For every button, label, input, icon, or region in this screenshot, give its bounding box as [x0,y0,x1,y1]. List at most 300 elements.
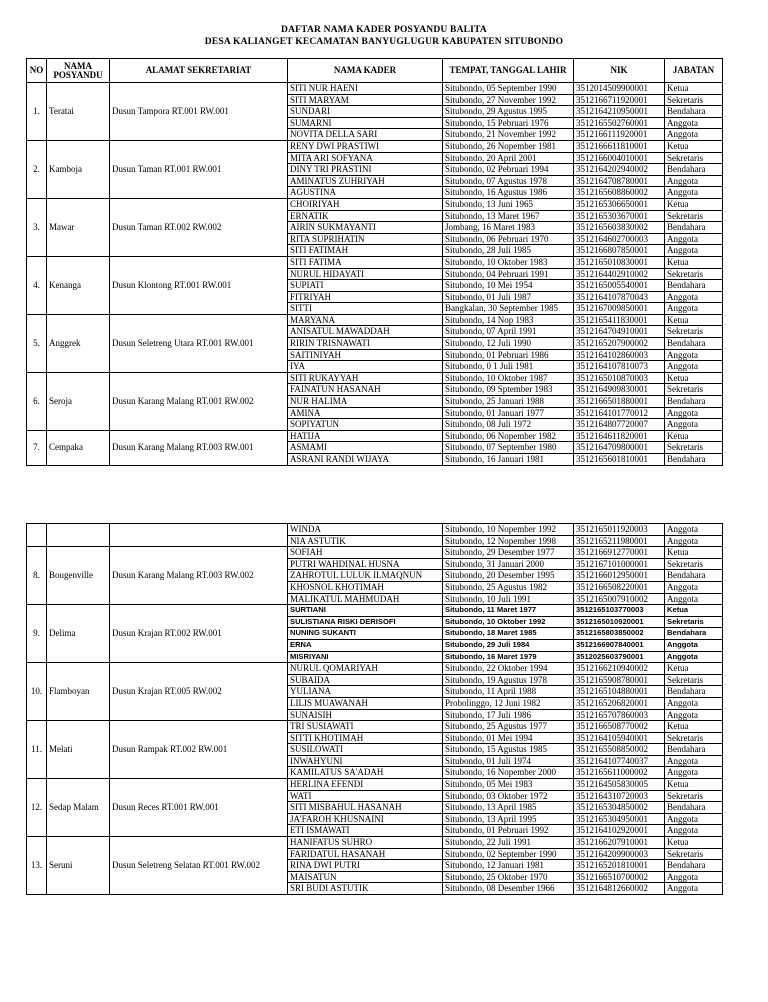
nik: 3512165010830001 [574,256,665,268]
kader-name: ERNATIK [288,210,443,222]
kader-name: YULIANA [288,686,443,698]
nik: 3512165304850002 [574,802,665,814]
kader-name: HATIJA [288,430,443,442]
jabatan: Anggota [665,349,723,361]
kader-name: WINDA [288,524,443,536]
table-body-page-2 [27,524,723,895]
kader-name: AIRIN SUKMAYANTI [288,222,443,234]
table-row [27,372,723,384]
jabatan: Ketua [665,605,723,617]
nik: 3512165104880001 [574,686,665,698]
tempat-tanggal-lahir: Bangkalan, 30 September 1985 [443,303,574,315]
table-row [27,837,723,849]
row-number [27,524,47,547]
table-row [27,663,723,675]
jabatan: Anggota [665,291,723,303]
posyandu-name: Kamboja [47,140,110,198]
jabatan: Ketua [665,721,723,733]
jabatan: Sekretaris [665,558,723,570]
tempat-tanggal-lahir: Situbondo, 02 September 1990 [443,848,574,860]
nik: 3512166907840001 [574,639,665,651]
tempat-tanggal-lahir: Situbondo, 15 Agustus 1985 [443,744,574,756]
alamat-sekretariat: Dusun Seletreng Utara RT.001 RW.001 [110,314,288,372]
tempat-tanggal-lahir: Situbondo, 01 Juli 1974 [443,755,574,767]
nik: 3512164602700003 [574,233,665,245]
row-number: 10. [27,663,47,721]
nik: 3512165611000002 [574,767,665,779]
kader-name: FITRIYAH [288,291,443,303]
jabatan: Sekretaris [665,384,723,396]
nik: 3512165304950001 [574,813,665,825]
tempat-tanggal-lahir: Situbondo, 01 Juli 1987 [443,291,574,303]
tempat-tanggal-lahir: Situbondo, 11 Maret 1977 [443,605,574,617]
kader-name: ETI ISMAWATI [288,825,443,837]
tempat-tanggal-lahir: Situbondo, 13 April 1985 [443,802,574,814]
posyandu-name: Mawar [47,198,110,256]
nik: 3512165011920003 [574,524,665,536]
kader-name: SUPIATI [288,280,443,292]
jabatan: Anggota [665,303,723,315]
kader-name: MAISATUN [288,871,443,883]
jabatan: Ketua [665,547,723,559]
jabatan: Ketua [665,663,723,675]
tempat-tanggal-lahir: Situbondo, 0 1 Juli 1981 [443,361,574,373]
nik: 3512166711920001 [574,94,665,106]
row-number: 4. [27,256,47,314]
nik: 3512167009850001 [574,303,665,315]
kader-name: ERNA [288,639,443,651]
jabatan: Anggota [665,187,723,199]
posyandu-name: Bougenville [47,547,110,605]
kader-name: RIRIN TRISNAWATI [288,338,443,350]
jabatan: Anggota [665,407,723,419]
nik: 3512165502760001 [574,117,665,129]
kader-name: SOPIYATUN [288,419,443,431]
alamat-sekretariat: Dusun Reces RT.001 RW.001 [110,779,288,837]
row-number: 2. [27,140,47,198]
kader-name: RINA DWI PUTRI [288,860,443,872]
jabatan: Anggota [665,825,723,837]
nik: 3512164202940002 [574,164,665,176]
kader-name: NOVITA DELLA SARI [288,129,443,141]
row-number: 1. [27,83,47,141]
jabatan: Anggota [665,175,723,187]
tempat-tanggal-lahir: Situbondo, 05 Mei 1983 [443,779,574,791]
posyandu-name: Seruni [47,837,110,895]
jabatan: Anggota [665,767,723,779]
tempat-tanggal-lahir: Situbondo, 10 Nopember 1992 [443,524,574,536]
kader-name: FARIDATUL HASANAH [288,848,443,860]
nik: 3512164310720003 [574,790,665,802]
nik: 3512164107810073 [574,361,665,373]
kader-name: CHOIRIYAH [288,198,443,210]
posyandu-name: Kenanga [47,256,110,314]
tempat-tanggal-lahir: Situbondo, 08 Desember 1966 [443,883,574,895]
alamat-sekretariat [110,524,288,547]
tempat-tanggal-lahir: Situbondo, 04 Pebruari 1991 [443,268,574,280]
nik: 3512165303670001 [574,210,665,222]
alamat-sekretariat: Dusun Krajan RT.005 RW.002 [110,663,288,721]
jabatan: Bendahara [665,164,723,176]
posyandu-name [47,524,110,547]
kader-name: TRI SUSIAWATI [288,721,443,733]
tempat-tanggal-lahir: Situbondo, 02 Pebruari 1994 [443,164,574,176]
jabatan: Bendahara [665,454,723,466]
jabatan: Anggota [665,361,723,373]
nik: 3512166207910001 [574,837,665,849]
posyandu-name: Anggrek [47,314,110,372]
tempat-tanggal-lahir: Situbondo, 12 Januari 1981 [443,860,574,872]
nik: 3512164708780001 [574,175,665,187]
kader-name: INWAHYUNI [288,755,443,767]
tempat-tanggal-lahir: Situbondo, 28 Juli 1985 [443,245,574,257]
kader-name: NURUL HIDAYATI [288,268,443,280]
posyandu-name: Delima [47,605,110,663]
table-row [27,430,723,442]
kader-name: SUBAIDA [288,674,443,686]
jabatan: Sekretaris [665,326,723,338]
table-row [27,198,723,210]
tempat-tanggal-lahir: Situbondo, 13 Juni 1965 [443,198,574,210]
tempat-tanggal-lahir: Situbondo, 21 November 1992 [443,129,574,141]
nik: 3512166510700002 [574,871,665,883]
jabatan: Anggota [665,581,723,593]
tempat-tanggal-lahir: Situbondo, 17 Juli 1986 [443,709,574,721]
kader-name: SITI FATIMA [288,256,443,268]
jabatan: Ketua [665,140,723,152]
table-row [27,314,723,326]
jabatan: Ketua [665,198,723,210]
row-number: 8. [27,547,47,605]
nik: 3512166111920001 [574,129,665,141]
nik: 3512166501880001 [574,396,665,408]
row-number: 12. [27,779,47,837]
jabatan: Ketua [665,256,723,268]
jabatan: Sekretaris [665,790,723,802]
nik: 3512165803850002 [574,628,665,640]
nik: 3512165211980001 [574,535,665,547]
tempat-tanggal-lahir: Situbondo, 05 September 1990 [443,83,574,95]
kader-table-page-1 [26,58,723,466]
tempat-tanggal-lahir: Situbondo, 18 Maret 1985 [443,628,574,640]
kader-name: ASMAMI [288,442,443,454]
nik: 3512165207900002 [574,338,665,350]
kader-name: JA'FAROH KHUSNAINI [288,813,443,825]
jabatan: Anggota [665,755,723,767]
kader-name: LILIS MUAWANAH [288,697,443,709]
kader-name: RENY DWI PRASTIWI [288,140,443,152]
nik: 3512164105940001 [574,732,665,744]
nik: 3512165007910002 [574,593,665,605]
jabatan: Anggota [665,535,723,547]
nik: 3512166807850001 [574,245,665,257]
nik: 3512164709800001 [574,442,665,454]
table-row [27,605,723,617]
tempat-tanggal-lahir: Situbondo, 12 Juli 1990 [443,338,574,350]
jabatan: Anggota [665,233,723,245]
tempat-tanggal-lahir: Situbondo, 20 April 2001 [443,152,574,164]
tempat-tanggal-lahir: Situbondo, 19 Agustus 1978 [443,674,574,686]
jabatan: Anggota [665,129,723,141]
kader-table-page-2 [26,523,723,895]
tempat-tanggal-lahir: Situbondo, 10 Oktober 1992 [443,616,574,628]
nik: 3512167101000001 [574,558,665,570]
tempat-tanggal-lahir: Situbondo, 06 Nopember 1982 [443,430,574,442]
tempat-tanggal-lahir: Situbondo, 25 Agustus 1977 [443,721,574,733]
alamat-sekretariat: Dusun Krajan RT.002 RW.001 [110,605,288,663]
tempat-tanggal-lahir: Situbondo, 16 Maret 1979 [443,651,574,663]
jabatan: Anggota [665,419,723,431]
nik: 3512164909830001 [574,384,665,396]
nik: 3512165206820001 [574,697,665,709]
nik: 3512166004010001 [574,152,665,164]
table-row [27,524,723,536]
jabatan: Sekretaris [665,616,723,628]
jabatan: Anggota [665,697,723,709]
kader-name: SURTIANI [288,605,443,617]
header-nama-kader: NAMA KADER [288,59,443,83]
nik: 3512165201810001 [574,860,665,872]
kader-name: SITI FATIMAH [288,245,443,257]
jabatan: Sekretaris [665,94,723,106]
table-body-page-1 [27,83,723,466]
jabatan: Anggota [665,245,723,257]
document-title: DAFTAR NAMA KADER POSYANDU BALITA [281,25,487,35]
jabatan: Bendahara [665,338,723,350]
nik: 3512164611820001 [574,430,665,442]
kader-name: KAMILATUS SA'ADAH [288,767,443,779]
kader-name: ANISATUL MAWADDAH [288,326,443,338]
tempat-tanggal-lahir: Probolinggo, 12 Juni 1982 [443,697,574,709]
posyandu-name: Melati [47,721,110,779]
alamat-sekretariat: Dusun Klontong RT.001 RW.001 [110,256,288,314]
alamat-sekretariat: Dusun Tampora RT.001 RW.001 [110,83,288,141]
jabatan: Anggota [665,639,723,651]
row-number: 9. [27,605,47,663]
nik: 3512166210940002 [574,663,665,675]
tempat-tanggal-lahir: Situbondo, 03 Oktober 1972 [443,790,574,802]
tempat-tanggal-lahir: Situbondo, 01 Mei 1994 [443,732,574,744]
tempat-tanggal-lahir: Situbondo, 10 Oktober 1987 [443,372,574,384]
kader-name: AMINA [288,407,443,419]
nik: 3512014509900001 [574,83,665,95]
row-number: 7. [27,430,47,465]
row-number: 3. [27,198,47,256]
header-nik: NIK [574,59,665,83]
tempat-tanggal-lahir: Situbondo, 07 September 1980 [443,442,574,454]
nik: 3512165010920001 [574,616,665,628]
posyandu-name: Flamboyan [47,663,110,721]
jabatan: Anggota [665,871,723,883]
alamat-sekretariat: Dusun Karang Malang RT.003 RW.001 [110,430,288,465]
jabatan: Sekretaris [665,732,723,744]
kader-name: ZAHROTUL LULUK ILMAQNUN [288,570,443,582]
tempat-tanggal-lahir: Situbondo, 16 Nopember 2000 [443,767,574,779]
tempat-tanggal-lahir: Situbondo, 29 Desember 1977 [443,547,574,559]
jabatan: Ketua [665,430,723,442]
tempat-tanggal-lahir: Situbondo, 10 Juli 1991 [443,593,574,605]
table-row [27,83,723,95]
nik: 3512164107740037 [574,755,665,767]
jabatan: Anggota [665,883,723,895]
kader-name: SITTI KHOTIMAH [288,732,443,744]
row-number: 13. [27,837,47,895]
nik: 3512164209900003 [574,848,665,860]
kader-name: SUNAISIH [288,709,443,721]
tempat-tanggal-lahir: Situbondo, 07 April 1991 [443,326,574,338]
nik: 3512165010870003 [574,372,665,384]
jabatan: Ketua [665,314,723,326]
nik: 3512164704910001 [574,326,665,338]
nik: 3512164402910002 [574,268,665,280]
kader-name: SRI BUDI ASTUTIK [288,883,443,895]
jabatan: Bendahara [665,744,723,756]
kader-name: SULISTIANA RISKI DERISOFI [288,616,443,628]
jabatan: Ketua [665,372,723,384]
posyandu-name: Sedap Malam [47,779,110,837]
alamat-sekretariat: Dusun Taman RT.002 RW.002 [110,198,288,256]
nik: 3512166508220001 [574,581,665,593]
jabatan: Anggota [665,117,723,129]
tempat-tanggal-lahir: Situbondo, 13 Maret 1967 [443,210,574,222]
tempat-tanggal-lahir: Situbondo, 29 Juli 1984 [443,639,574,651]
header-posyandu: NAMA POSYANDU [47,59,110,83]
tempat-tanggal-lahir: Situbondo, 27 November 1992 [443,94,574,106]
posyandu-name: Teratai [47,83,110,141]
alamat-sekretariat: Dusun Seletreng Selatan RT.001 RW.002 [110,837,288,895]
kader-name: AGUSTINA [288,187,443,199]
jabatan: Bendahara [665,396,723,408]
kader-name: SITI MARYAM [288,94,443,106]
tempat-tanggal-lahir: Situbondo, 13 April 1995 [443,813,574,825]
header-ttl: TEMPAT, TANGGAL LAHIR [443,59,574,83]
kader-name: ASRANI RANDI WIJAYA [288,454,443,466]
jabatan: Sekretaris [665,848,723,860]
jabatan: Anggota [665,651,723,663]
row-number: 5. [27,314,47,372]
tempat-tanggal-lahir: Situbondo, 15 Pebruari 1976 [443,117,574,129]
nik: 3512164101770012 [574,407,665,419]
tempat-tanggal-lahir: Situbondo, 25 Januari 1988 [443,396,574,408]
tempat-tanggal-lahir: Situbondo, 22 Oktober 1994 [443,663,574,675]
tempat-tanggal-lahir: Situbondo, 06 Pebruari 1970 [443,233,574,245]
kader-name: SAITINIYAH [288,349,443,361]
tempat-tanggal-lahir: Situbondo, 31 Januari 2000 [443,558,574,570]
table-row [27,256,723,268]
tempat-tanggal-lahir: Situbondo, 16 Januari 1981 [443,454,574,466]
jabatan: Sekretaris [665,152,723,164]
kader-name: SITI RUKAYYAH [288,372,443,384]
nik: 3512165103770003 [574,605,665,617]
kader-name: SITI MISBAHUL HASANAH [288,802,443,814]
nik: 3512164812660002 [574,883,665,895]
table-row [27,547,723,559]
tempat-tanggal-lahir: Situbondo, 16 Agustus 1986 [443,187,574,199]
kader-name: NUR HALIMA [288,396,443,408]
nik: 3512166912770001 [574,547,665,559]
kader-name: MARYANA [288,314,443,326]
posyandu-name: Cempaka [47,430,110,465]
kader-name: NIA ASTUTIK [288,535,443,547]
tempat-tanggal-lahir: Situbondo, 10 Mei 1954 [443,280,574,292]
nik: 3512165306650001 [574,198,665,210]
tempat-tanggal-lahir: Situbondo, 01 Pebruari 1992 [443,825,574,837]
jabatan: Bendahara [665,802,723,814]
tempat-tanggal-lahir: Situbondo, 25 Oktober 1970 [443,871,574,883]
nik: 3512166508770002 [574,721,665,733]
nik: 3512164102860003 [574,349,665,361]
jabatan: Bendahara [665,628,723,640]
jabatan: Sekretaris [665,442,723,454]
jabatan: Bendahara [665,570,723,582]
row-number: 6. [27,372,47,430]
kader-name: SUSILOWATI [288,744,443,756]
nik: 3512166012950001 [574,570,665,582]
tempat-tanggal-lahir: Jombang, 16 Maret 1983 [443,222,574,234]
nik: 3512165005540001 [574,280,665,292]
tempat-tanggal-lahir: Situbondo, 08 Juli 1972 [443,419,574,431]
header-jabatan: JABATAN [665,59,723,83]
kader-name: KHOSNOL KHOTIMAH [288,581,443,593]
nik: 3512165707860003 [574,709,665,721]
nik: 3512165603830002 [574,222,665,234]
nik: 3512025603790001 [574,651,665,663]
table-row [27,140,723,152]
kader-name: HERLINA EFENDI [288,779,443,791]
alamat-sekretariat: Dusun Taman RT.001 RW.001 [110,140,288,198]
jabatan: Ketua [665,779,723,791]
nik: 3512166611810001 [574,140,665,152]
tempat-tanggal-lahir: Situbondo, 07 Agustus 1978 [443,175,574,187]
nik: 3512164102920001 [574,825,665,837]
jabatan: Bendahara [665,686,723,698]
jabatan: Ketua [665,837,723,849]
tempat-tanggal-lahir: Situbondo, 20 Desember 1995 [443,570,574,582]
nik: 3512165411830001 [574,314,665,326]
header-no: NO [27,59,47,83]
jabatan: Bendahara [665,222,723,234]
tempat-tanggal-lahir: Situbondo, 26 Nopember 1981 [443,140,574,152]
alamat-sekretariat: Dusun Rampak RT.002 RW.001 [110,721,288,779]
jabatan: Anggota [665,593,723,605]
tempat-tanggal-lahir: Situbondo, 29 Agustus 1995 [443,106,574,118]
jabatan: Sekretaris [665,268,723,280]
nik: 3512164210950001 [574,106,665,118]
kader-name: HANIFATUS SUHRO [288,837,443,849]
kader-name: MITA ARI SOFYANA [288,152,443,164]
table-row [27,779,723,791]
jabatan: Bendahara [665,860,723,872]
nik: 3512165908780001 [574,674,665,686]
tempat-tanggal-lahir: Situbondo, 12 Nopember 1998 [443,535,574,547]
jabatan: Ketua [665,83,723,95]
kader-name: MALIKATUL MAHMUDAH [288,593,443,605]
kader-name: SITTI [288,303,443,315]
jabatan: Anggota [665,813,723,825]
jabatan: Sekretaris [665,210,723,222]
kader-name: RITA SUPRIHATIN [288,233,443,245]
tempat-tanggal-lahir: Situbondo, 10 Oktober 1983 [443,256,574,268]
kader-name: SUMARNI [288,117,443,129]
document-subtitle: DESA KALIANGET KECAMATAN BANYUGLUGUR KABUPATEN SITUBONDO [204,37,564,47]
tempat-tanggal-lahir: Situbondo, 22 Juli 1991 [443,837,574,849]
table-row [27,721,723,733]
tempat-tanggal-lahir: Situbondo, 01 Januari 1977 [443,407,574,419]
alamat-sekretariat: Dusun Karang Malang RT.001 RW.002 [110,372,288,430]
nik: 3512164807720007 [574,419,665,431]
row-number: 11. [27,721,47,779]
kader-name: NURUL QOMARIYAH [288,663,443,675]
